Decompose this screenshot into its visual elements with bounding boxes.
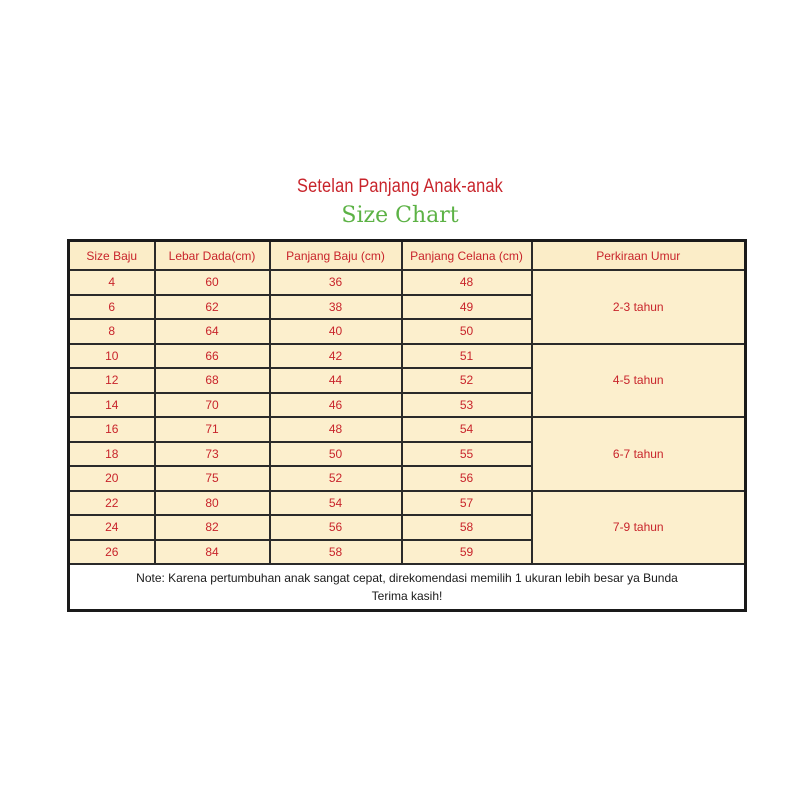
panjang-celana-cell: 53 bbox=[402, 393, 532, 418]
note-line-2: Terima kasih! bbox=[371, 589, 443, 603]
table-row bbox=[69, 270, 746, 295]
panjang-baju-cell: 54 bbox=[270, 491, 402, 516]
perkiraan-umur-cell: 7-9 tahun bbox=[532, 491, 746, 565]
lebar-dada-cell: 75 bbox=[155, 466, 270, 491]
note-cell bbox=[69, 564, 746, 611]
panjang-baju-cell: 38 bbox=[270, 295, 402, 320]
chart-subtitle: Size Chart bbox=[341, 203, 459, 228]
panjang-baju-cell: 56 bbox=[270, 515, 402, 540]
size-baju-cell: 24 bbox=[69, 515, 155, 540]
panjang-celana-cell: 52 bbox=[402, 368, 532, 393]
panjang-celana-cell: 54 bbox=[402, 417, 532, 442]
table-header-row bbox=[69, 241, 746, 271]
lebar-dada-cell: 70 bbox=[155, 393, 270, 418]
panjang-baju-cell: 52 bbox=[270, 466, 402, 491]
size-baju-cell: 8 bbox=[69, 319, 155, 344]
size-baju-cell: 20 bbox=[69, 466, 155, 491]
lebar-dada-cell: 80 bbox=[155, 491, 270, 516]
panjang-celana-cell: 50 bbox=[402, 319, 532, 344]
header-size-baju: Size Baju bbox=[69, 241, 155, 271]
size-baju-cell: 22 bbox=[69, 491, 155, 516]
size-chart-table bbox=[67, 239, 747, 612]
lebar-dada-cell: 66 bbox=[155, 344, 270, 369]
table-row bbox=[69, 344, 746, 369]
note-row bbox=[69, 564, 746, 611]
header-perkiraan-umur: Perkiraan Umur bbox=[532, 241, 746, 271]
panjang-celana-cell: 55 bbox=[402, 442, 532, 467]
lebar-dada-cell: 68 bbox=[155, 368, 270, 393]
panjang-baju-cell: 42 bbox=[270, 344, 402, 369]
panjang-celana-cell: 49 bbox=[402, 295, 532, 320]
size-baju-cell: 6 bbox=[69, 295, 155, 320]
lebar-dada-cell: 73 bbox=[155, 442, 270, 467]
perkiraan-umur-cell: 2-3 tahun bbox=[532, 270, 746, 344]
panjang-baju-cell: 58 bbox=[270, 540, 402, 565]
panjang-celana-cell: 58 bbox=[402, 515, 532, 540]
lebar-dada-cell: 60 bbox=[155, 270, 270, 295]
chart-title: Setelan Panjang Anak-anak bbox=[297, 176, 503, 197]
lebar-dada-cell: 82 bbox=[155, 515, 270, 540]
panjang-baju-cell: 48 bbox=[270, 417, 402, 442]
lebar-dada-cell: 84 bbox=[155, 540, 270, 565]
panjang-celana-cell: 56 bbox=[402, 466, 532, 491]
lebar-dada-cell: 71 bbox=[155, 417, 270, 442]
size-baju-cell: 14 bbox=[69, 393, 155, 418]
panjang-baju-cell: 40 bbox=[270, 319, 402, 344]
header-panjang-baju: Panjang Baju (cm) bbox=[270, 241, 402, 271]
lebar-dada-cell: 62 bbox=[155, 295, 270, 320]
table-row bbox=[69, 417, 746, 442]
perkiraan-umur-cell: 4-5 tahun bbox=[532, 344, 746, 418]
panjang-baju-cell: 36 bbox=[270, 270, 402, 295]
size-baju-cell: 4 bbox=[69, 270, 155, 295]
note-line-1: Note: Karena pertumbuhan anak sangat cepat, direkomendasi memilih 1 ukuran lebih besar ya Bunda bbox=[136, 571, 678, 585]
size-baju-cell: 10 bbox=[69, 344, 155, 369]
header-panjang-celana: Panjang Celana (cm) bbox=[402, 241, 532, 271]
size-baju-cell: 26 bbox=[69, 540, 155, 565]
panjang-celana-cell: 59 bbox=[402, 540, 532, 565]
panjang-baju-cell: 50 bbox=[270, 442, 402, 467]
panjang-celana-cell: 57 bbox=[402, 491, 532, 516]
panjang-baju-cell: 46 bbox=[270, 393, 402, 418]
header-lebar-dada: Lebar Dada(cm) bbox=[155, 241, 270, 271]
size-baju-cell: 16 bbox=[69, 417, 155, 442]
panjang-celana-cell: 51 bbox=[402, 344, 532, 369]
size-baju-cell: 12 bbox=[69, 368, 155, 393]
lebar-dada-cell: 64 bbox=[155, 319, 270, 344]
table-row bbox=[69, 491, 746, 516]
perkiraan-umur-cell: 6-7 tahun bbox=[532, 417, 746, 491]
size-baju-cell: 18 bbox=[69, 442, 155, 467]
table-body bbox=[69, 270, 746, 564]
panjang-baju-cell: 44 bbox=[270, 368, 402, 393]
panjang-celana-cell: 48 bbox=[402, 270, 532, 295]
